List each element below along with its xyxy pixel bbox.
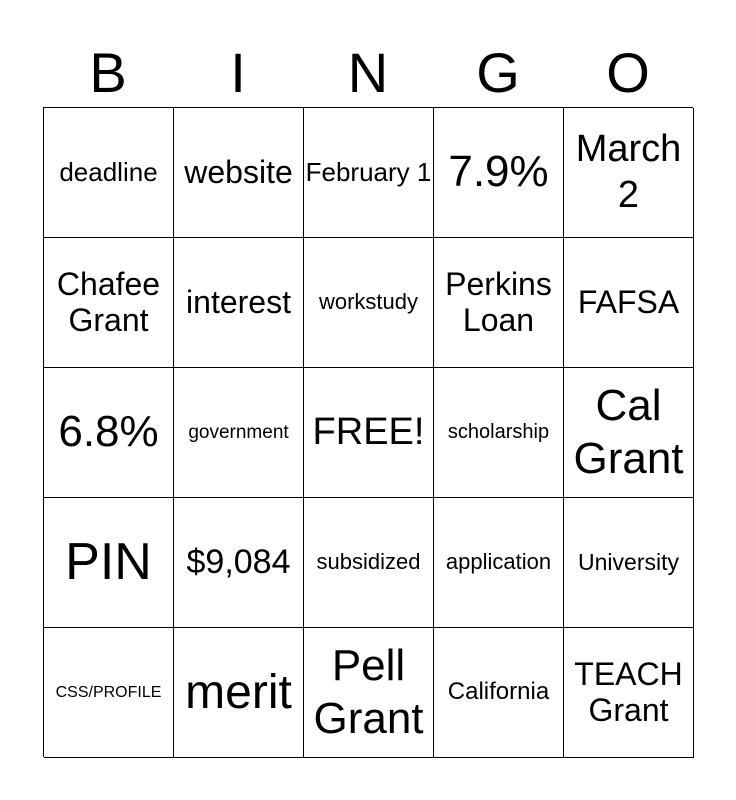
bingo-cell[interactable]: application [434,498,564,628]
bingo-cell[interactable]: March 2 [564,108,694,238]
bingo-cell[interactable]: subsidized [304,498,434,628]
bingo-cell[interactable]: government [174,368,304,498]
bingo-cell[interactable]: California [434,628,564,758]
header-letter-n: N [347,41,389,104]
bingo-cell[interactable]: FAFSA [564,238,694,368]
bingo-cell[interactable]: interest [174,238,304,368]
bingo-cell[interactable]: Chafee Grant [44,238,174,368]
bingo-cell[interactable]: CSS/PROFILE [44,628,174,758]
header-letter-b: B [89,41,127,104]
bingo-cell[interactable]: 6.8% [44,368,174,498]
bingo-cell[interactable]: 7.9% [434,108,564,238]
bingo-cell[interactable]: University [564,498,694,628]
header-letter-o: O [606,41,650,104]
bingo-cell[interactable]: scholarship [434,368,564,498]
bingo-header [43,38,693,108]
bingo-cell[interactable]: workstudy [304,238,434,368]
header-letter-g: G [476,41,520,104]
bingo-cell[interactable]: merit [174,628,304,758]
bingo-cell[interactable]: TEACH Grant [564,628,694,758]
bingo-cell[interactable]: Perkins Loan [434,238,564,368]
bingo-cell[interactable]: $9,084 [174,498,304,628]
bingo-cell[interactable]: PIN [44,498,174,628]
bingo-cell[interactable]: February 1 [304,108,434,238]
bingo-cell[interactable]: Pell Grant [304,628,434,758]
bingo-cell[interactable]: website [174,108,304,238]
bingo-cell[interactable]: FREE! [304,368,434,498]
bingo-board [43,107,693,757]
bingo-cell[interactable]: deadline [44,108,174,238]
header-letter-i: I [230,41,246,104]
bingo-cell[interactable]: Cal Grant [564,368,694,498]
